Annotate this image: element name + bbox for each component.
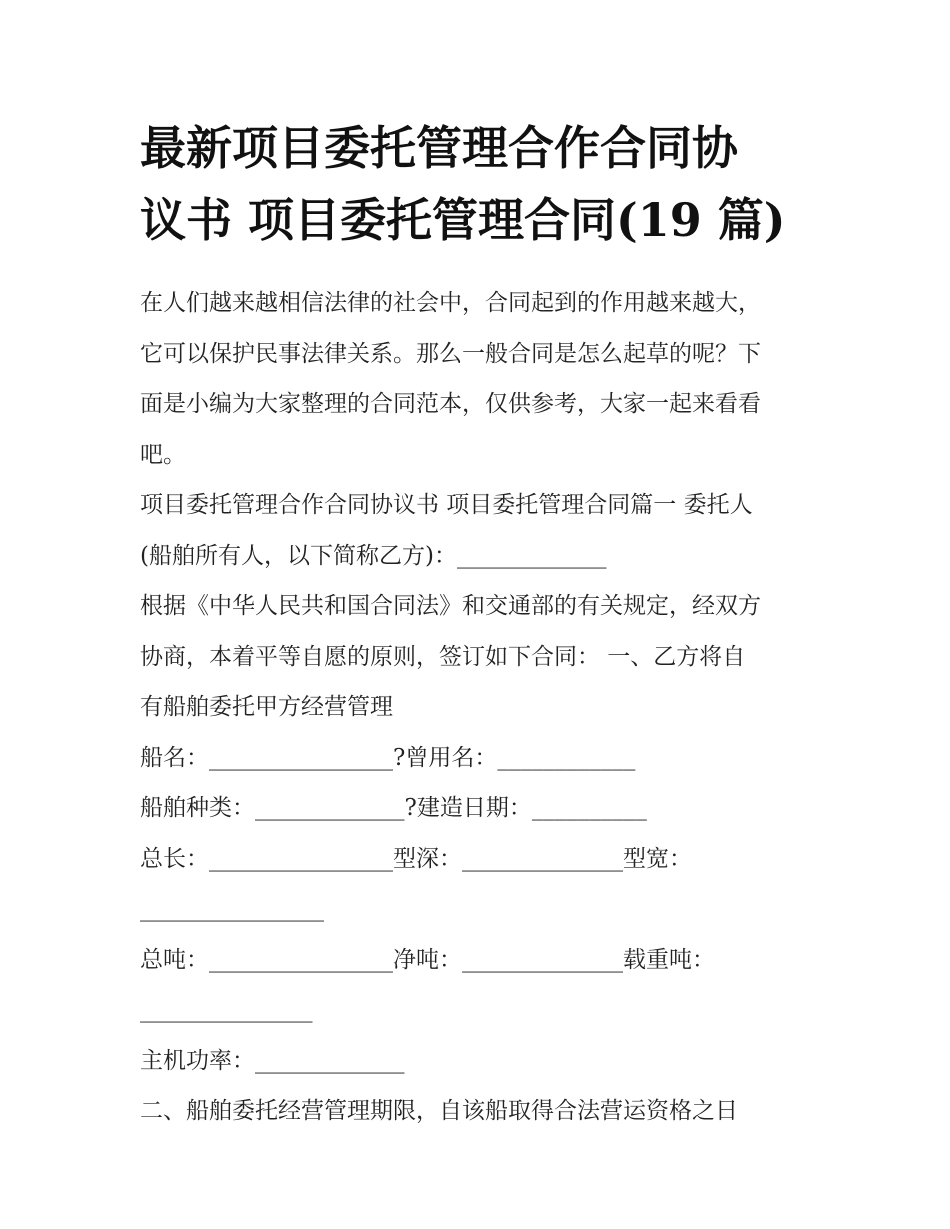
- text-line: 船名：________________?曾用名：____________: [140, 744, 636, 771]
- ship-tonnage-field: [140, 937, 830, 1038]
- text-line: 总长：________________型深：______________型宽：: [140, 845, 692, 872]
- text-line: 总吨：________________净吨：______________载重吨：: [140, 946, 715, 973]
- title-line: 最新项目委托管理合作合同协: [140, 121, 738, 175]
- engine-power-field: [140, 1038, 830, 1089]
- text-line: 主机功率：_____________: [140, 1047, 405, 1074]
- ship-name-field: [140, 735, 830, 786]
- contract-basis-paragraph: [140, 583, 830, 735]
- text-line: ________________: [140, 896, 324, 922]
- text-line: 在人们越来越相信法律的社会中，合同起到的作用越来越大，: [140, 290, 761, 316]
- text-line: 二、船舶委托经营管理期限，自该船取得合法营运资格之日: [140, 1098, 738, 1124]
- text-line: _______________: [140, 997, 313, 1023]
- text-line: 项目委托管理合作合同协议书 项目委托管理合同篇一 委托人: [140, 492, 753, 518]
- text-line: 吧。: [140, 441, 186, 468]
- text-line: 协商，本着平等自愿的原则，签订如下合同： 一、乙方将自: [140, 643, 746, 670]
- clause-two-paragraph: [140, 1088, 830, 1139]
- text-line: 面是小编为大家整理的合同范本，仅供参考，大家一起来看看: [140, 391, 761, 417]
- text-line: (船舶所有人，以下简称乙方)：_____________: [140, 542, 607, 569]
- ship-type-field: [140, 785, 830, 836]
- section-heading-paragraph: [140, 482, 830, 583]
- title-line: 议书 项目委托管理合同(19 篇): [140, 193, 786, 247]
- document-body: [140, 280, 830, 1139]
- intro-paragraph: [140, 280, 830, 482]
- text-line: 有船舶委托甲方经营管理: [140, 694, 393, 720]
- ship-dimensions-field: [140, 836, 830, 937]
- text-line: 根据《中华人民共和国合同法》和交通部的有关规定，经双方: [140, 593, 761, 619]
- document-title: [140, 112, 830, 256]
- text-line: 它可以保护民事法律关系。那么一般合同是怎么起草的呢？下: [140, 340, 761, 367]
- text-line: 船舶种类：_____________?建造日期：__________: [140, 795, 647, 821]
